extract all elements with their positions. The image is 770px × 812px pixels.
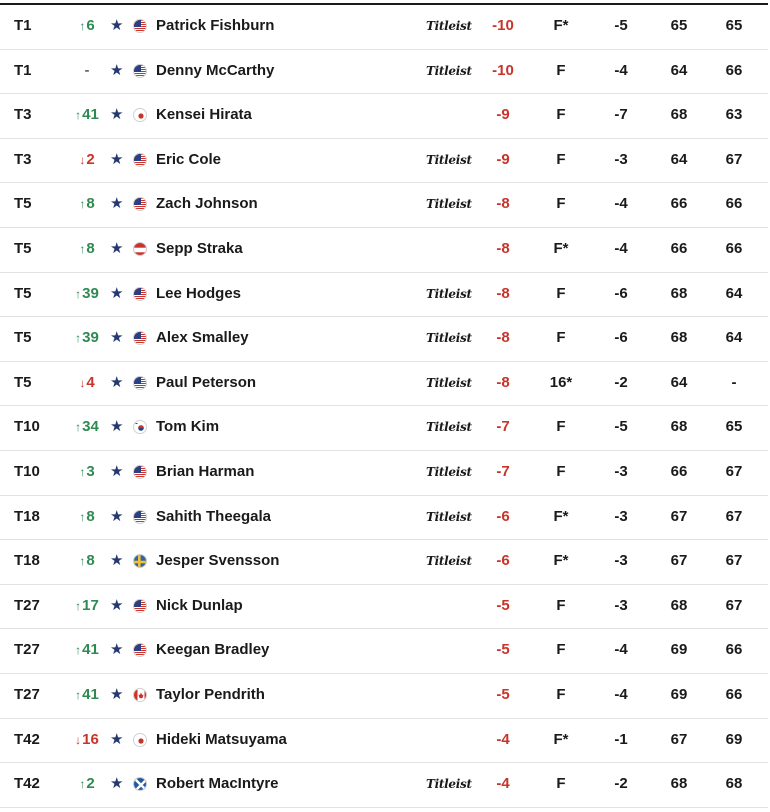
arrow-up-icon: ↑ <box>75 108 82 123</box>
player-row[interactable] <box>0 629 768 674</box>
round-1-score: 68 <box>670 329 688 347</box>
today-score: -4 <box>614 685 628 703</box>
position: T5 <box>14 373 32 391</box>
player-row[interactable] <box>0 362 768 407</box>
arrow-up-icon: ↑ <box>75 643 82 658</box>
favorite-star-icon[interactable]: ★ <box>110 507 124 525</box>
movement-value: 17 <box>82 596 99 614</box>
favorite-star-icon[interactable]: ★ <box>110 418 124 436</box>
today-score: -4 <box>614 239 628 257</box>
today-score: -5 <box>614 418 628 436</box>
player-row[interactable] <box>0 317 768 362</box>
round-2-score: 63 <box>725 106 743 124</box>
total-score: -8 <box>496 239 510 257</box>
position: T3 <box>14 106 32 124</box>
usa-flag-icon <box>133 643 147 657</box>
position: T5 <box>14 329 32 347</box>
arrow-up-icon: ↑ <box>75 331 82 346</box>
favorite-star-icon[interactable]: ★ <box>110 61 124 79</box>
arrow-up-icon: ↑ <box>79 554 86 569</box>
player-name[interactable]: Tom Kim <box>156 418 220 436</box>
today-score: -3 <box>614 596 628 614</box>
round-1-score: 65 <box>670 17 688 34</box>
position: T10 <box>14 418 40 436</box>
round-1-score: 68 <box>670 775 688 793</box>
round-1-score: 67 <box>670 507 688 525</box>
player-row[interactable] <box>0 719 768 764</box>
round-1-score: 67 <box>670 730 688 748</box>
favorite-star-icon[interactable]: ★ <box>110 373 124 391</box>
round-2-score: 67 <box>725 462 743 480</box>
favorite-star-icon[interactable]: ★ <box>110 195 124 213</box>
position-movement <box>72 540 102 582</box>
player-name[interactable]: Jesper Svensson <box>156 552 280 570</box>
equipment-brand-logo: Titleist <box>426 152 472 167</box>
round-1-score: 68 <box>670 596 688 614</box>
favorite-star-icon[interactable]: ★ <box>110 17 124 34</box>
player-name[interactable]: Sahith Theegala <box>156 507 272 525</box>
leaderboard-rows <box>0 5 768 808</box>
round-1-score: 68 <box>670 106 688 124</box>
usa-flag-icon <box>133 153 147 167</box>
round-2-score: 64 <box>725 329 743 347</box>
round-2-score: 69 <box>725 730 743 748</box>
total-score: -9 <box>496 106 510 124</box>
position: T1 <box>14 17 32 34</box>
round-2-score: 66 <box>725 61 743 79</box>
favorite-star-icon[interactable]: ★ <box>110 552 124 570</box>
round-2-score: 67 <box>725 596 743 614</box>
round-1-score: 69 <box>670 685 688 703</box>
position-movement <box>72 674 102 716</box>
round-2-score: 66 <box>725 239 743 257</box>
favorite-star-icon[interactable]: ★ <box>110 730 124 748</box>
position-movement <box>72 50 102 92</box>
arrow-up-icon: ↑ <box>79 509 86 524</box>
player-row[interactable] <box>0 50 768 95</box>
movement-value: 8 <box>86 552 95 570</box>
player-row[interactable] <box>0 406 768 451</box>
round-1-score: 64 <box>670 150 688 168</box>
round-1-score: 68 <box>670 284 688 302</box>
player-name[interactable]: Paul Peterson <box>156 373 257 391</box>
position-movement <box>72 496 102 538</box>
player-row[interactable] <box>0 585 768 630</box>
player-name[interactable]: Alex Smalley <box>156 329 249 347</box>
player-row[interactable] <box>0 763 768 808</box>
favorite-star-icon[interactable]: ★ <box>110 284 124 302</box>
movement-value: 39 <box>82 284 99 302</box>
arrow-down-icon: ↓ <box>75 732 82 747</box>
position-movement <box>72 406 102 448</box>
total-score: -8 <box>496 284 510 302</box>
movement-value: 2 <box>86 775 95 793</box>
thru-holes: F* <box>553 17 569 34</box>
player-name[interactable]: Denny McCarthy <box>156 61 275 79</box>
favorite-star-icon[interactable]: ★ <box>110 329 124 347</box>
equipment-brand-logo: Titleist <box>426 331 472 346</box>
player-name[interactable]: Hideki Matsuyama <box>156 730 287 748</box>
position-movement <box>72 451 102 493</box>
total-score: -4 <box>496 775 510 793</box>
today-score: -4 <box>614 195 628 213</box>
position: T27 <box>14 685 40 703</box>
position-movement <box>72 5 102 47</box>
usa-flag-icon <box>133 599 147 613</box>
player-name[interactable]: Nick Dunlap <box>156 596 243 614</box>
position: T10 <box>14 462 40 480</box>
position: T5 <box>14 239 32 257</box>
thru-holes: F <box>556 195 566 213</box>
thru-holes: F* <box>553 552 569 570</box>
movement-value: 2 <box>86 150 95 168</box>
total-score: -8 <box>496 329 510 347</box>
movement-value: 8 <box>86 195 95 213</box>
round-2-score: 67 <box>725 150 743 168</box>
round-2-score: 66 <box>725 195 743 213</box>
player-row[interactable] <box>0 540 768 585</box>
thru-holes: F <box>556 775 566 793</box>
usa-flag-icon <box>133 331 147 345</box>
total-score: -8 <box>496 373 510 391</box>
thru-holes: F <box>556 150 566 168</box>
equipment-brand-logo: Titleist <box>426 777 472 792</box>
equipment-brand-logo: Titleist <box>426 420 472 435</box>
movement-value: 8 <box>86 239 95 257</box>
movement-value: 41 <box>82 106 99 124</box>
movement-value: 3 <box>86 462 95 480</box>
player-row[interactable] <box>0 674 768 719</box>
equipment-brand-logo: Titleist <box>426 19 472 33</box>
player-name[interactable]: Keegan Bradley <box>156 641 270 659</box>
player-row[interactable] <box>0 496 768 541</box>
total-score: -7 <box>496 418 510 436</box>
korea-flag-icon <box>133 420 147 434</box>
player-name[interactable]: Eric Cole <box>156 150 222 168</box>
arrow-up-icon: ↑ <box>79 241 86 256</box>
position-movement <box>72 94 102 136</box>
player-name[interactable]: Lee Hodges <box>156 284 242 302</box>
total-score: -5 <box>496 685 510 703</box>
usa-flag-icon <box>133 287 147 301</box>
movement-value: 8 <box>86 507 95 525</box>
favorite-star-icon[interactable]: ★ <box>110 641 124 659</box>
round-2-score: 64 <box>725 284 743 302</box>
arrow-up-icon: ↑ <box>79 464 86 479</box>
arrow-down-icon: ↓ <box>79 152 86 167</box>
round-2-score: 68 <box>725 775 743 793</box>
round-2-score: 65 <box>725 418 743 436</box>
thru-holes: F <box>556 596 566 614</box>
today-score: -4 <box>614 641 628 659</box>
position: T3 <box>14 150 32 168</box>
round-1-score: 66 <box>670 195 688 213</box>
thru-holes: F <box>556 418 566 436</box>
position-movement <box>72 719 102 761</box>
round-1-score: 68 <box>670 418 688 436</box>
austria-flag-icon <box>133 242 147 256</box>
favorite-star-icon[interactable]: ★ <box>110 596 124 614</box>
player-name[interactable]: Zach Johnson <box>156 195 258 213</box>
equipment-brand-logo: Titleist <box>426 375 472 390</box>
position: T5 <box>14 195 32 213</box>
scotland-flag-icon <box>133 777 147 791</box>
movement-value: 4 <box>86 373 95 391</box>
round-2-score: 67 <box>725 507 743 525</box>
position: T1 <box>14 61 32 79</box>
player-row[interactable] <box>0 228 768 273</box>
favorite-star-icon[interactable]: ★ <box>110 462 124 480</box>
today-score: -5 <box>614 17 628 34</box>
arrow-down-icon: ↓ <box>79 375 86 390</box>
movement-value: 41 <box>82 685 99 703</box>
total-score: -4 <box>496 730 510 748</box>
arrow-up-icon: ↑ <box>75 286 82 301</box>
movement-value: - <box>84 61 90 79</box>
round-1-score: 66 <box>670 239 688 257</box>
movement-value: 34 <box>82 418 99 436</box>
today-score: -4 <box>614 61 628 79</box>
player-row[interactable] <box>0 273 768 318</box>
sweden-flag-icon <box>133 554 147 568</box>
equipment-brand-logo: Titleist <box>426 509 472 524</box>
position-movement <box>72 317 102 359</box>
today-score: -1 <box>614 730 628 748</box>
total-score: -7 <box>496 462 510 480</box>
arrow-up-icon: ↑ <box>75 598 82 613</box>
today-score: -3 <box>614 150 628 168</box>
today-score: -2 <box>614 775 628 793</box>
player-row[interactable] <box>0 139 768 184</box>
today-score: -6 <box>614 329 628 347</box>
equipment-brand-logo: Titleist <box>426 464 472 479</box>
position-movement <box>72 228 102 270</box>
player-name[interactable]: Taylor Pendrith <box>156 685 265 703</box>
movement-value: 41 <box>82 641 99 659</box>
favorite-star-icon[interactable]: ★ <box>110 106 124 124</box>
thru-holes: F* <box>553 507 569 525</box>
arrow-up-icon: ↑ <box>79 197 86 212</box>
position: T42 <box>14 775 40 793</box>
total-score: -6 <box>496 552 510 570</box>
movement-value: 16 <box>82 730 99 748</box>
japan-flag-icon <box>133 108 147 122</box>
arrow-up-icon: ↑ <box>79 777 86 792</box>
movement-value: 6 <box>86 17 95 34</box>
player-name[interactable]: Sepp Straka <box>156 239 243 257</box>
canada-flag-icon <box>133 688 147 702</box>
thru-holes: F <box>556 462 566 480</box>
position-movement <box>72 362 102 404</box>
thru-holes: F <box>556 61 566 79</box>
position: T27 <box>14 596 40 614</box>
round-2-score: 66 <box>725 641 743 659</box>
player-row[interactable] <box>0 183 768 228</box>
thru-holes: 16* <box>549 373 573 391</box>
japan-flag-icon <box>133 733 147 747</box>
thru-holes: F <box>556 685 566 703</box>
favorite-star-icon[interactable]: ★ <box>110 775 124 793</box>
position: T5 <box>14 284 32 302</box>
arrow-up-icon: ↑ <box>75 687 82 702</box>
today-score: -3 <box>614 552 628 570</box>
total-score: -10 <box>492 61 514 79</box>
player-name[interactable]: Kensei Hirata <box>156 106 252 124</box>
equipment-brand-logo: Titleist <box>426 197 472 212</box>
thru-holes: F <box>556 106 566 124</box>
today-score: -3 <box>614 507 628 525</box>
usa-flag-icon <box>133 64 147 78</box>
today-score: -7 <box>614 106 628 124</box>
thru-holes: F* <box>553 239 569 257</box>
position: T18 <box>14 552 40 570</box>
equipment-brand-logo: Titleist <box>426 286 472 301</box>
usa-flag-icon <box>133 376 147 390</box>
player-row[interactable] <box>0 94 768 139</box>
total-score: -5 <box>496 596 510 614</box>
usa-flag-icon <box>133 19 147 33</box>
position: T42 <box>14 730 40 748</box>
position-movement <box>72 629 102 671</box>
round-1-score: 69 <box>670 641 688 659</box>
thru-holes: F <box>556 284 566 302</box>
equipment-brand-logo: Titleist <box>426 554 472 569</box>
round-2-score: - <box>731 373 737 391</box>
round-1-score: 66 <box>670 462 688 480</box>
total-score: -9 <box>496 150 510 168</box>
position-movement <box>72 139 102 181</box>
usa-flag-icon <box>133 510 147 524</box>
thru-holes: F* <box>553 730 569 748</box>
today-score: -6 <box>614 284 628 302</box>
round-1-score: 64 <box>670 61 688 79</box>
position-movement <box>72 273 102 315</box>
thru-holes: F <box>556 641 566 659</box>
player-name[interactable]: Brian Harman <box>156 462 255 480</box>
total-score: -8 <box>496 195 510 213</box>
arrow-up-icon: ↑ <box>75 420 82 435</box>
favorite-star-icon[interactable]: ★ <box>110 685 124 703</box>
position-movement <box>72 183 102 225</box>
favorite-star-icon[interactable]: ★ <box>110 150 124 168</box>
player-row[interactable] <box>0 5 768 50</box>
arrow-up-icon: ↑ <box>79 19 86 33</box>
total-score: -5 <box>496 641 510 659</box>
thru-holes: F <box>556 329 566 347</box>
total-score: -6 <box>496 507 510 525</box>
player-row[interactable] <box>0 451 768 496</box>
position: T18 <box>14 507 40 525</box>
round-1-score: 67 <box>670 552 688 570</box>
usa-flag-icon <box>133 465 147 479</box>
total-score: -10 <box>492 17 514 34</box>
round-2-score: 65 <box>725 17 743 34</box>
round-1-score: 64 <box>670 373 688 391</box>
today-score: -3 <box>614 462 628 480</box>
position: T27 <box>14 641 40 659</box>
usa-flag-icon <box>133 197 147 211</box>
favorite-star-icon[interactable]: ★ <box>110 239 124 257</box>
round-2-score: 66 <box>725 685 743 703</box>
movement-value: 39 <box>82 329 99 347</box>
player-name[interactable]: Robert MacIntyre <box>156 775 279 793</box>
today-score: -2 <box>614 373 628 391</box>
position-movement <box>72 585 102 627</box>
round-2-score: 67 <box>725 552 743 570</box>
player-name[interactable]: Patrick Fishburn <box>156 17 275 34</box>
equipment-brand-logo: Titleist <box>426 63 472 78</box>
position-movement <box>72 763 102 805</box>
